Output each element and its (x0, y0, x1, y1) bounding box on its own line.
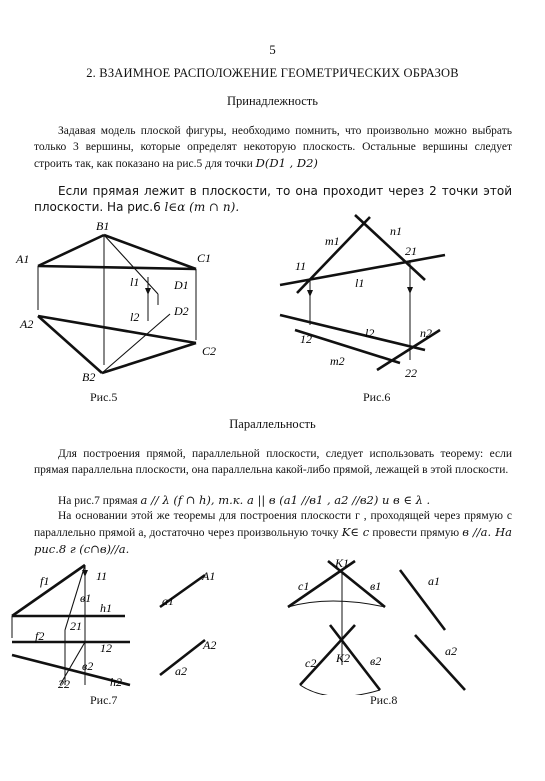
fig8-label-k2: K2 (336, 651, 351, 665)
parallel-paragraph-2 (34, 492, 512, 509)
fig8-label-a2: a2 (445, 644, 457, 658)
membership-paragraph-1 (34, 123, 512, 172)
parallel-paragraph-2-text: На рис.7 прямая (58, 495, 138, 507)
fig5-line-a1c1 (38, 266, 196, 269)
fig8-label-k1: K1 (335, 556, 350, 570)
fig6-label-n2: n2 (420, 326, 432, 340)
fig5-line-b2c2 (102, 343, 196, 373)
section-title-parallelism: Параллельность (229, 417, 316, 431)
figure-5 (0, 215, 260, 385)
fig5-line-a1b1 (38, 235, 104, 266)
fig6-arrow-1-icon (307, 290, 313, 297)
fig7-label-h1: h1 (100, 601, 112, 615)
fig7-line-f1 (12, 565, 85, 616)
section-title-membership: Принадлежность (227, 94, 318, 108)
fig8-caption: Рис.8 (370, 693, 398, 707)
fig5-label-d1: D1 (174, 278, 189, 292)
fig7-label-21: 21 (70, 619, 82, 633)
fig6-caption: Рис.6 (363, 390, 391, 404)
point-k-formula: K∈ c (341, 525, 370, 539)
fig5-label-l2: l2 (130, 310, 140, 324)
fig6-label-11: 11 (295, 259, 307, 273)
fig8-line-a2 (415, 635, 465, 690)
fig5-label-c2: C2 (202, 344, 217, 358)
fig6-label-22: 22 (405, 366, 417, 380)
fig8-plane-1 (288, 601, 385, 607)
figure-8 (270, 555, 470, 695)
fig7-label-11: 11 (96, 569, 108, 583)
fig7-label-12: 12 (100, 641, 112, 655)
fig6-label-l2: l2 (365, 326, 375, 340)
fig5-label-d2: D2 (174, 304, 189, 318)
membership-paragraph-1-text: Задавая модель плоской фигуры, необходимо помнить, что произвольно можно выбрать только 3 вершины, которые определят некоторую плоскость. Остальные вершины следует строить так, как показано на рис.5 для точки (34, 125, 512, 170)
fig8-label-a1: a1 (428, 574, 440, 588)
fig6-label-n1: n1 (390, 224, 402, 238)
fig5-line-b1c1 (104, 235, 196, 269)
line-in-plane-formula: l∈α (m ∩ n). (164, 200, 240, 214)
fig5-label-b2: B2 (82, 370, 96, 384)
fig7-label-h2: h2 (110, 675, 122, 689)
fig8-label-b2: в2 (370, 654, 382, 668)
fig7-label-A2: A2 (203, 638, 217, 652)
fig7-label-A1: A1 (202, 569, 216, 583)
fig5-label-l1: l1 (130, 275, 140, 289)
fig7-label-b1: в1 (80, 591, 92, 605)
parallel-paragraph-3-text: На основании этой же теоремы для построения плоскости г , проходящей через прямую с параллельно прямой a, достаточно через произвольную точку (34, 510, 512, 539)
figure-7 (0, 560, 240, 700)
fig6-arrow-2-icon (407, 287, 413, 294)
fig6-label-21: 21 (405, 244, 417, 258)
fig8-plane-2 (300, 685, 380, 695)
figure-6 (265, 205, 465, 385)
fig5-line-a2c2 (38, 316, 196, 343)
parallel-paragraph-3-text-2: провести прямую (372, 527, 460, 539)
fig7-label-f2: f2 (35, 629, 45, 643)
fig8-label-b1: в1 (370, 579, 382, 593)
membership-paragraph-2-text: Если прямая лежит в плоскости, то она проходит через 2 точки этой плоскости. На рис.6 (34, 184, 512, 214)
parallel-paragraph-1: Для построения прямой, параллельной плоскости, следует использовать теорему: если прямая параллельна плоскости, она параллельна какой-либо прямой, лежащей в этой плоскости. (34, 448, 512, 476)
fig8-label-c1: c1 (298, 579, 310, 593)
page-number: 5 (269, 42, 276, 57)
fig7-label-f1: f1 (40, 574, 50, 588)
fig6-label-m1: m1 (325, 234, 340, 248)
fig5-label-a2: A2 (20, 317, 34, 331)
parallel-line-formula: a // λ (f ∩ h), т.к. a || в (a1 //в1 , a2 //в2) и в ∈ λ . (140, 493, 431, 507)
fig7-label-22: 22 (58, 677, 70, 691)
fig5-label-a1: A1 (16, 252, 30, 266)
fig5-caption: Рис.5 (90, 390, 118, 404)
point-d-formula: D(D1 , D2) (255, 156, 318, 170)
parallel-paragraph-3 (34, 508, 512, 558)
fig6-label-12: 12 (300, 332, 312, 346)
fig7-label-b2: в2 (82, 659, 94, 673)
fig7-label-a2: a2 (175, 664, 187, 678)
parallel-plane-formula: в //a. На рис.8 г (c∩в)//a. (34, 525, 512, 556)
fig6-label-l1: l1 (355, 276, 365, 290)
fig7-label-a1: a1 (162, 594, 174, 608)
chapter-title: 2. ВЗАИМНОЕ РАСПОЛОЖЕНИЕ ГЕОМЕТРИЧЕСКИХ ОБРАЗОВ (86, 66, 459, 80)
fig5-label-b1: B1 (96, 219, 110, 233)
fig5-label-c1: C1 (197, 251, 212, 265)
fig6-label-m2: m2 (330, 354, 345, 368)
fig7-caption: Рис.7 (90, 693, 118, 707)
fig8-label-c2: c2 (305, 656, 317, 670)
fig5-arrow-icon (145, 288, 151, 295)
